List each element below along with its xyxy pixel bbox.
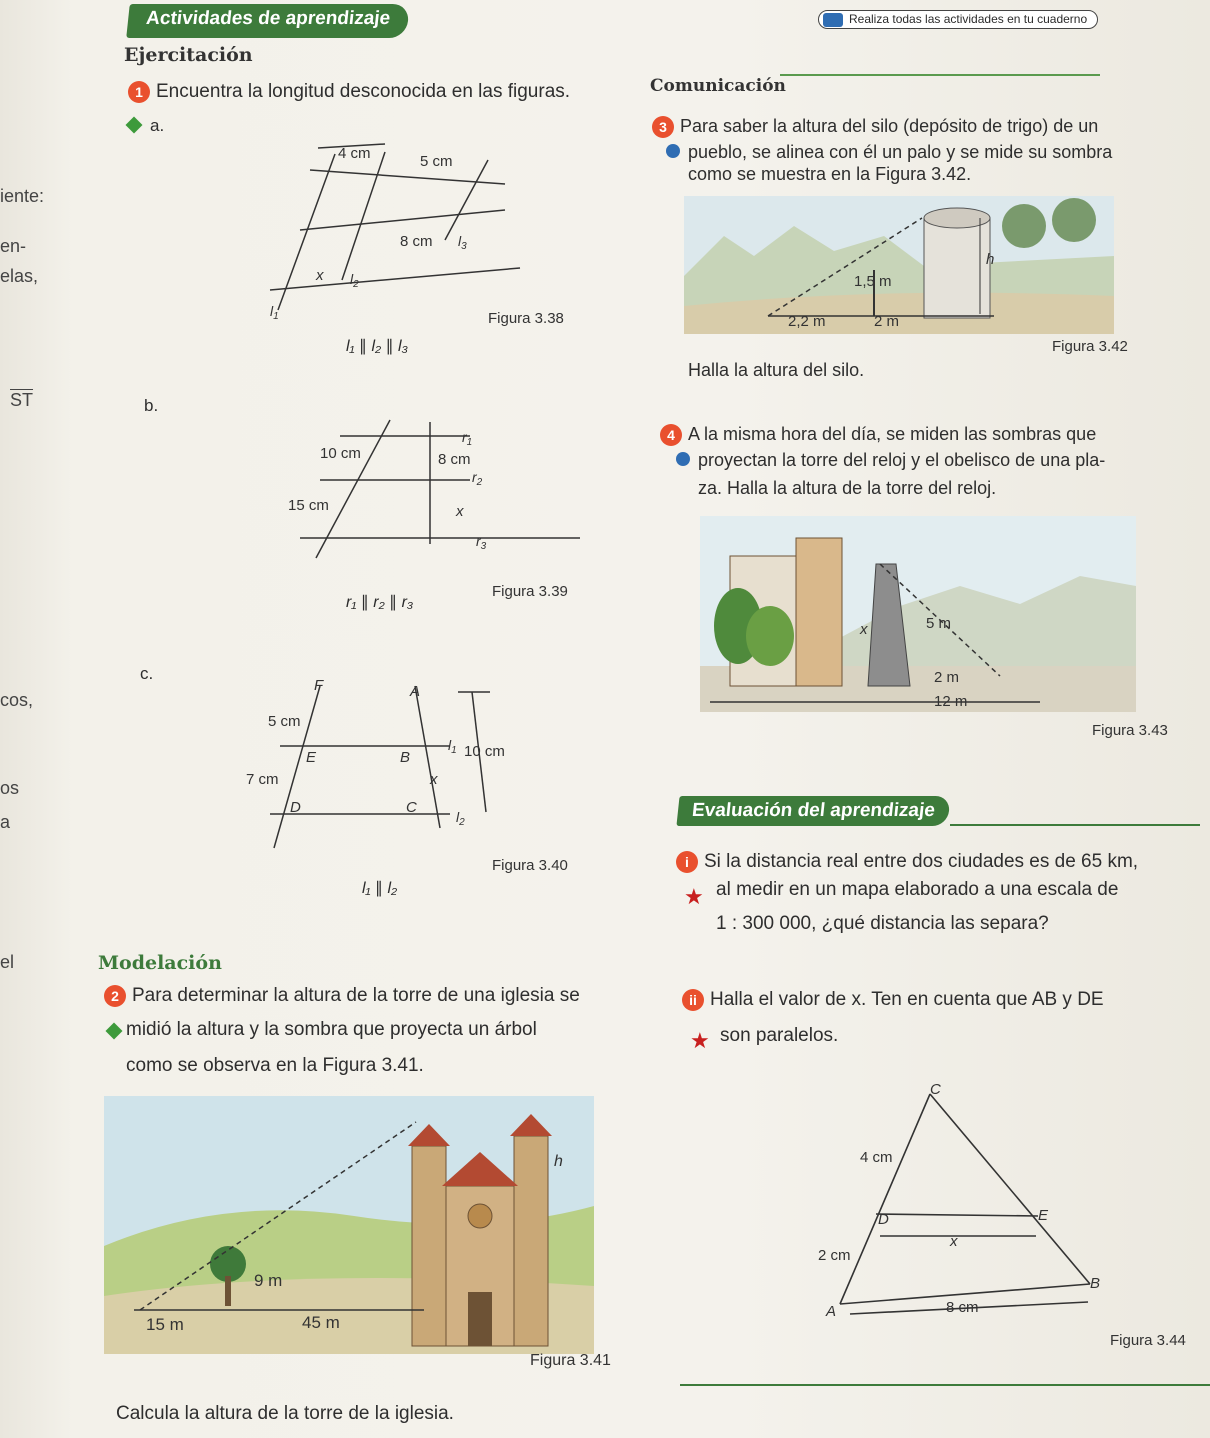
label-h: h xyxy=(554,1153,563,1170)
margin-fragment: elas, xyxy=(0,266,39,286)
comunicacion-title: Comunicación xyxy=(650,76,786,96)
label-C: C xyxy=(930,1081,941,1098)
question-number: ii xyxy=(682,989,704,1011)
question-3-line-1: Para saber la altura del silo (depósito de trigo) de un xyxy=(680,116,1099,136)
label-9m: 9 m xyxy=(254,1271,283,1290)
notebook-note xyxy=(818,10,1098,29)
figure-3-44 xyxy=(800,1074,1100,1324)
notebook-note-text: Realiza todas las actividades en tu cuaderno xyxy=(849,12,1088,26)
label-r1: $r_1$ xyxy=(462,429,473,448)
question-i xyxy=(676,848,1138,876)
part-c-label: c. xyxy=(140,664,154,683)
label-8cm: 8 cm xyxy=(946,1299,979,1316)
question-4-line-2: proyectan la torre del reloj y el obelisco de una pla- xyxy=(698,450,1106,470)
section-rule xyxy=(680,1384,1210,1386)
figure-3-39 xyxy=(280,418,590,618)
figure-3-41 xyxy=(104,1096,594,1354)
label-l3: $l_3$ xyxy=(458,233,467,252)
figure-caption: Figura 3.41 xyxy=(530,1352,611,1369)
question-2-prompt: Calcula la altura de la torre de la iglesia. xyxy=(116,1403,454,1424)
parallel-notation: l₁ ∥ l₂ xyxy=(362,880,398,897)
question-number: 1 xyxy=(128,81,150,103)
label-E: E xyxy=(306,749,317,766)
label-r3: $r_3$ xyxy=(476,533,487,552)
label-12m: 12 m xyxy=(934,693,968,710)
notebook-icon xyxy=(823,13,843,27)
label-A: A xyxy=(826,1303,837,1320)
label-15cm: 15 cm xyxy=(288,497,329,514)
label-2cm: 2 cm xyxy=(818,1247,851,1264)
label-l1: $l_1$ xyxy=(270,303,279,322)
margin-fragment: el xyxy=(0,952,15,972)
margin-fragment: os xyxy=(0,778,20,798)
parallel-notation: r₁ ∥ r₂ ∥ r₃ xyxy=(346,594,414,611)
label-A: A xyxy=(410,683,421,700)
label-x: x xyxy=(860,621,868,638)
question-2-line-3: como se observa en la Figura 3.41. xyxy=(126,1055,424,1076)
label-8cm: 8 cm xyxy=(438,451,471,468)
figure-caption: Figura 3.44 xyxy=(1110,1332,1186,1349)
question-3-line-3: como se muestra en la Figura 3.42. xyxy=(688,164,972,184)
figure-3-38 xyxy=(250,130,570,362)
label-r2: $r_2$ xyxy=(472,469,483,488)
label-10cm: 10 cm xyxy=(464,743,505,760)
figure-caption: Figura 3.38 xyxy=(488,310,564,327)
question-ii-line-2: son paralelos. xyxy=(720,1025,839,1046)
question-number: 3 xyxy=(652,116,674,138)
figure-3-42 xyxy=(684,196,1114,334)
question-4-line-1: A la misma hora del día, se miden las sombras que xyxy=(688,424,1097,444)
margin-fragment: iente: xyxy=(0,186,45,206)
label-B: B xyxy=(1090,1275,1100,1292)
question-3 xyxy=(652,112,1098,140)
dot-icon xyxy=(676,452,690,471)
figure-3-40 xyxy=(240,672,590,878)
question-2-line-2: midió la altura y la sombra que proyecta un árbol xyxy=(126,1019,537,1040)
question-number: 4 xyxy=(660,424,682,446)
question-3-line-2: pueblo, se alinea con él un palo y se mide su sombra xyxy=(688,142,1113,162)
dot-icon xyxy=(666,144,680,163)
label-l2: $l_2$ xyxy=(456,809,465,828)
label-l2: $l_2$ xyxy=(350,271,359,290)
label-D: D xyxy=(290,799,301,816)
margin-fragment: en- xyxy=(0,236,27,256)
label-5m: 5 m xyxy=(926,615,952,632)
question-number: i xyxy=(676,851,698,873)
label-8cm: 8 cm xyxy=(400,233,433,250)
diamond-icon xyxy=(108,1024,120,1042)
star-icon: ★ xyxy=(690,1028,710,1053)
figure-caption: Figura 3.42 xyxy=(1052,338,1128,355)
activities-banner: Actividades de aprendizaje xyxy=(126,4,409,38)
parallel-notation: l₁ ∥ l₂ ∥ l₃ xyxy=(346,338,408,355)
figure-caption: Figura 3.39 xyxy=(492,583,568,600)
question-1 xyxy=(128,78,570,106)
label-45m: 45 m xyxy=(302,1313,340,1332)
margin-fragment: a xyxy=(0,812,11,832)
label-x: x xyxy=(950,1233,958,1250)
diamond-icon xyxy=(128,118,140,136)
question-3-prompt: Halla la altura del silo. xyxy=(688,360,865,380)
label-2-2m: 2,2 m xyxy=(788,313,826,330)
label-C: C xyxy=(406,799,417,816)
label-10cm: 10 cm xyxy=(320,445,361,462)
label-F: F xyxy=(314,677,324,694)
label-5cm: 5 cm xyxy=(420,153,453,170)
label-l1: $l_1$ xyxy=(448,737,457,756)
figure-3-43 xyxy=(700,516,1136,712)
question-4-line-3: za. Halla la altura de la torre del reloj. xyxy=(698,478,997,498)
label-4cm: 4 cm xyxy=(860,1149,893,1166)
margin-fragment: $\overline{ST}$ xyxy=(10,390,34,410)
star-icon: ★ xyxy=(684,884,704,909)
part-b-label: b. xyxy=(144,396,159,415)
question-2-line-1: Para determinar la altura de la torre de una iglesia se xyxy=(132,985,580,1006)
label-2m: 2 m xyxy=(874,313,900,330)
figure-caption: Figura 3.43 xyxy=(1092,722,1168,739)
question-4 xyxy=(660,420,1096,448)
question-i-line-3: 1 : 300 000, ¿qué distancia las separa? xyxy=(716,913,1049,934)
question-ii-line-1: Halla el valor de x. Ten en cuenta que AB y DE xyxy=(710,989,1104,1010)
label-7cm: 7 cm xyxy=(246,771,279,788)
label-2m: 2 m xyxy=(934,669,960,686)
label-5cm: 5 cm xyxy=(268,713,301,730)
question-number: 2 xyxy=(104,985,126,1007)
label-h: h xyxy=(986,251,995,268)
section-rule xyxy=(780,74,1100,76)
figure-caption: Figura 3.40 xyxy=(492,857,568,874)
label-E: E xyxy=(1038,1207,1049,1224)
question-ii xyxy=(682,986,1104,1014)
label-D: D xyxy=(878,1211,889,1228)
label-1-5m: 1,5 m xyxy=(854,273,892,290)
ejercitacion-title: Ejercitación xyxy=(124,44,253,66)
label-4cm: 4 cm xyxy=(338,145,371,162)
section-rule xyxy=(950,824,1200,826)
label-x: x xyxy=(316,267,324,284)
label-B: B xyxy=(400,749,411,766)
question-i-line-2: al medir en un mapa elaborado a una escala de xyxy=(716,879,1119,900)
question-i-line-1: Si la distancia real entre dos ciudades es de 65 km, xyxy=(704,851,1139,872)
label-x: x xyxy=(430,771,438,788)
question-2 xyxy=(104,982,580,1010)
question-1-text: Encuentra la longitud desconocida en las figuras. xyxy=(156,81,571,102)
margin-fragment: cos, xyxy=(0,690,34,710)
evaluacion-banner: Evaluación del aprendizaje xyxy=(676,796,950,826)
part-a-label: a. xyxy=(150,116,165,135)
label-15m: 15 m xyxy=(146,1315,184,1334)
modelacion-title: Modelación xyxy=(98,952,222,974)
label-x: x xyxy=(456,503,464,520)
